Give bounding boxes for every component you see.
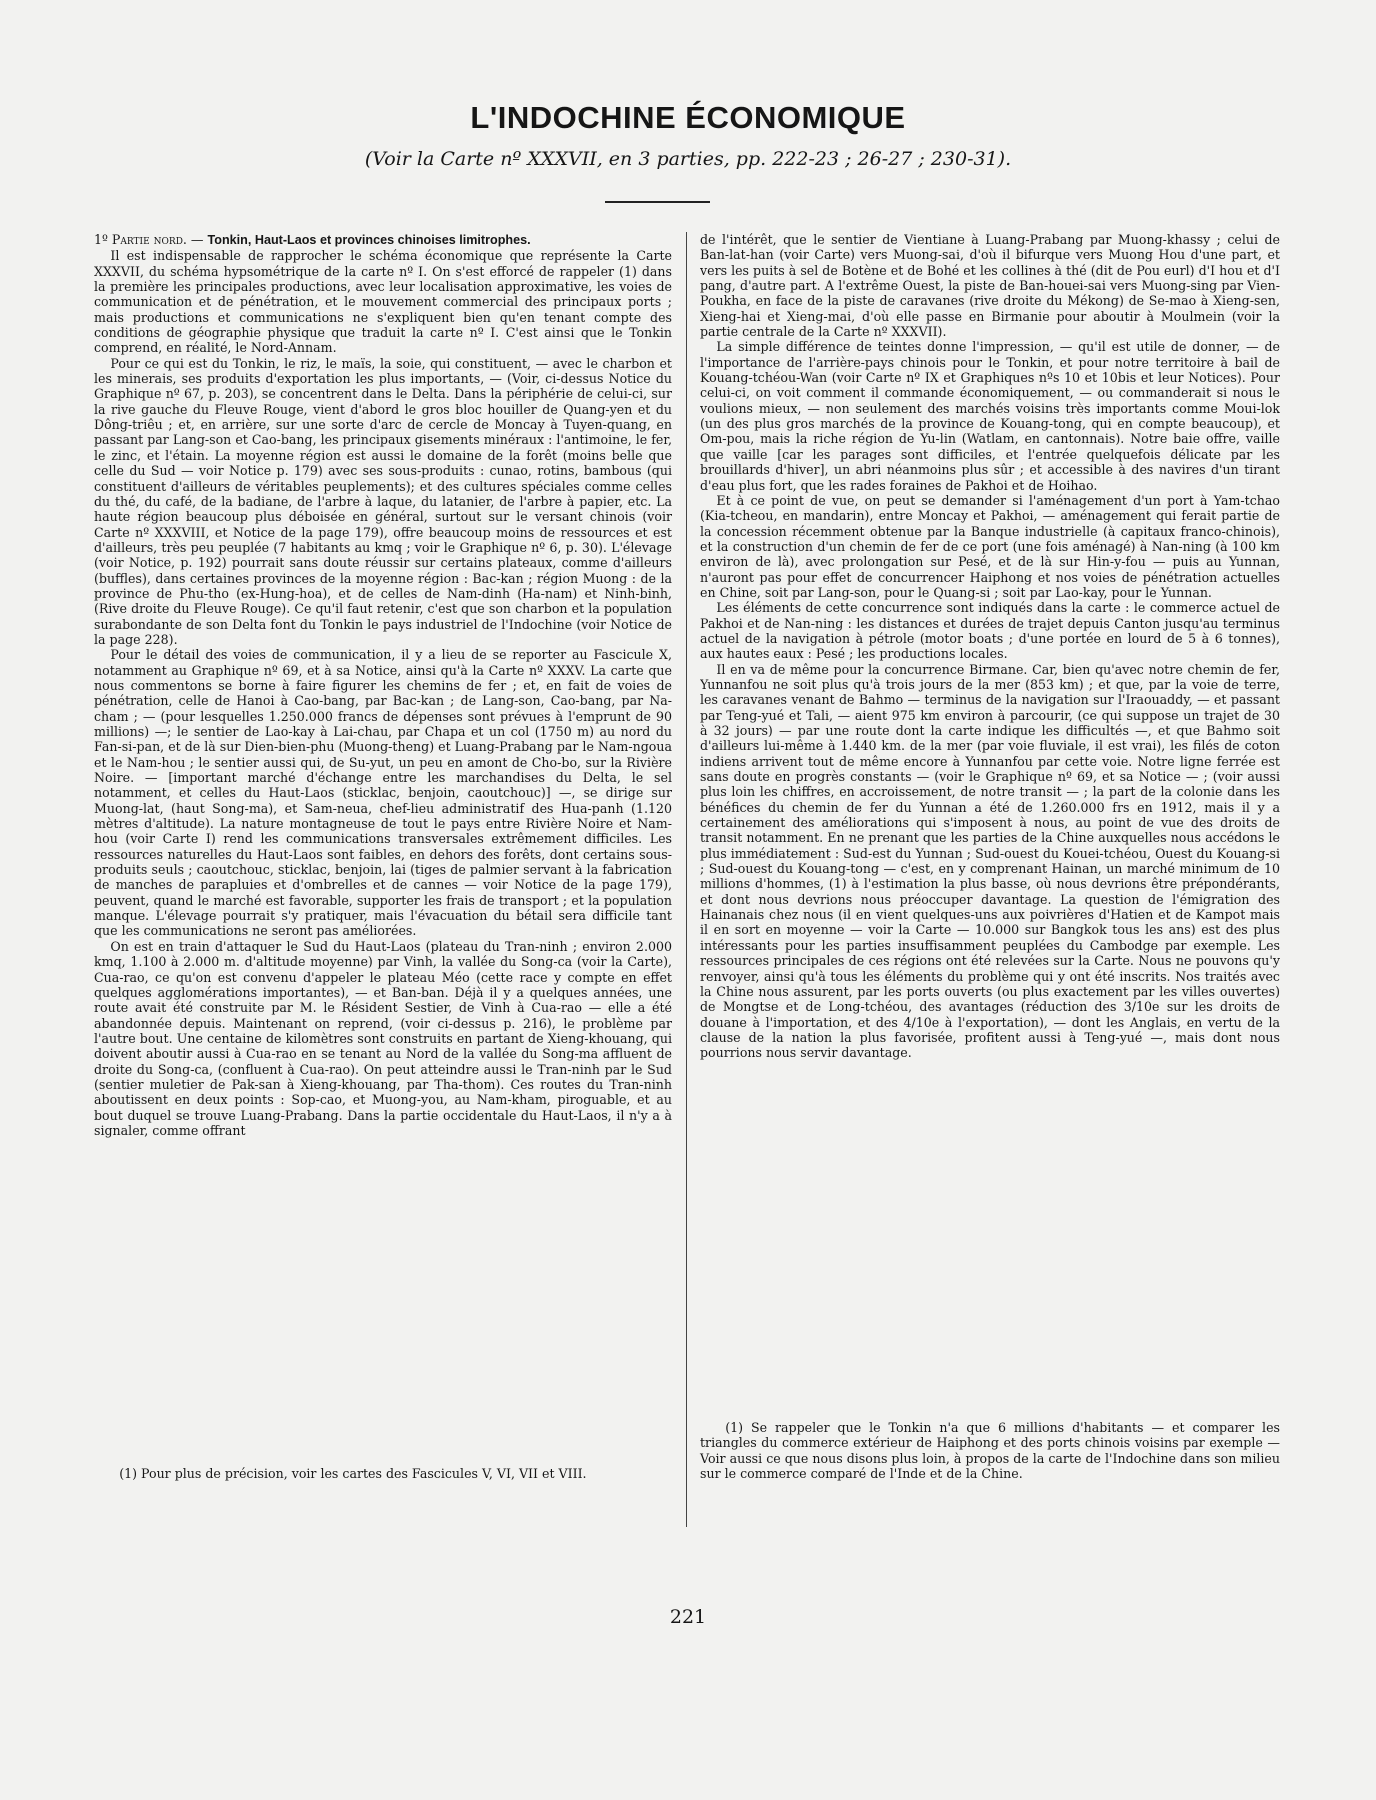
footnote-right: (1) Se rappeler que le Tonkin n'a que 6 millions d'habitants — et comparer les triangles du commerce extérieur de Haiphong et des ports chinois voisins par exemple — Voir aussi ce que nous disons plus loin, à propos de la carte de l'Indochine dans son milieu sur le commerce comparé de l'Inde et de la Chine.	[700, 1420, 1280, 1482]
paragraph: Et à ce point de vue, on peut se demander si l'aménagement d'un port à Yam-tchao (Kia-tcheou, en mandarin), entre Moncay et Pakhoi, — aménagement qui ferait partie de la concession récemment obtenue par la Banque industrielle (à capitaux franco-chinois), et la construction d'un chemin de fer de ce port (une fois aménagé) à Nan-ning (à 100 km environ de là), avec prolongation sur Pesé, et de là sur Hin-y-fou — puis au Yunnan, n'auront pas pour effet de concurrencer Haiphong et nos voies de pénétration actuelles en Chine, soit par Lang-son, pour le Quang-si ; soit par Lao-kay, pour le Yunnan.	[700, 492, 1280, 600]
section-heading-title: Tonkin, Haut-Laos et provinces chinoises limitrophes.	[207, 233, 531, 247]
paragraph: de l'intérêt, que le sentier de Vientiane à Luang-Prabang par Muong-khassy ; celui de Ban-lat-han (voir Carte) vers Muong-sai, d'où il bifurque vers Muong Hou d'une part, et vers les puits à sel de Botène et de Bohé et les collines à thé (dit de Pou eurl) d'I hou et d'I pang, d'autre part. A l'extrême Ouest, la piste de Ban-houei-sai vers Muong-sing par Vien-Poukha, en face de la piste de caravanes (rive droite du Mékong) de Se-mao à Xieng-sen, Xieng-hai et Xieng-mai, d'où elle passe en Birmanie pour aboutir à Moulmein (voir la partie centrale de la Carte nº XXXVII).	[700, 232, 1280, 340]
paragraph: Il en va de même pour la concurrence Birmane. Car, bien qu'avec notre chemin de fer, Yunnanfou ne soit plus qu'à trois jours de la mer (853 km) ; et que, par la voie de terre, les caravanes venant de Bahmo — terminus de la navigation sur l'Iraouaddy, — et passant par Teng-yué et Tali, — aient 975 km environ à parcourir, (ce qui suppose un trajet de 30 à 32 jours) — par une route dont la carte indique les difficultés —, et que Bahmo soit d'ailleurs lui-même à 1.440 km. de la mer (par voie fluviale, il est vrai), les filés de coton indiens arrivent tout de même encore à Yunnanfou par cette voie. Notre ligne ferrée est sans doute en progrès constants — (voir le Graphique nº 69, et sa Notice — ; (voir aussi plus loin les chiffres, en accroissement, de notre transit — ; la part de la colonie dans les bénéfices du chemin de fer du Yunnan a été de 1.260.000 frs en 1912, mais il y a certainement des améliorations qui s'imposent à nous, au point de vue des droits de transit notamment. En ne prenant que les parties de la Chine auxquelles nous accédons le plus immédiatement : Sud-est du Yunnan ; Sud-ouest du Kouei-tchéou, Ouest du Kouang-si ; Sud-ouest du Kouang-tong — c'est, en y comprenant Hainan, un marché minimum de 10 millions d'hommes, (1) à l'estimation la plus basse, où nous devrions être prépondérants, et dont nous devrions nous préoccuper davantage. La question de l'émigration des Hainanais chez nous (il en vient quelques-uns aux poivrières d'Hatien et de Kampot mais il en sort en moyenne — voir la Carte — 10.000 sur Bangkok tous les ans) est des plus intéressants pour les parties insuffisamment peuplées du Cambodge par exemple. Les ressources principales de ces régions ont été relevées sur la Carte. Nous ne pouvons qu'y renvoyer, ainsi qu'à tous les éléments du problème qui y ont été inscrits. Nos traités avec la Chine nous assurent, par les ports ouverts (ou plus exactement par les villes ouvertes) de Mongtse et de Long-tchéou, des avantages (réduction des 3/10e sur les droits de douane à l'importation, et des 4/10e à l'exportation), — dont les Anglais, en vertu de la clause de la nation la plus favorisée, profitent aussi à Teng-yué —, mais dont nous pourrions nous servir davantage.	[700, 661, 1280, 1061]
left-column	[94, 232, 672, 1492]
paragraph: Les éléments de cette concurrence sont indiqués dans la carte : le commerce actuel de Pakhoi et de Nan-ning : les distances et durées de trajet depuis Canton jusqu'au terminus actuel de la navigation à pétrole (motor boats ; d'une portée en lourd de 5 à 6 tonnes), aux hautes eaux : Pesé ; les productions locales.	[700, 600, 1280, 662]
right-column	[700, 232, 1280, 1532]
paragraph: Pour ce qui est du Tonkin, le riz, le maïs, la soie, qui constituent, — avec le charbon et les minerais, ses produits d'exportation les plus importants, — (Voir, ci-dessus Notice du Graphique nº 67, p. 203), se concentrent dans le Delta. Dans la périphérie de celui-ci, sur la rive gauche du Fleuve Rouge, vient d'abord le gros bloc houiller de Quang-yen et du Dông-triêu ; et, en arrière, sur une sorte d'arc de cercle de Moncay à Tuyen-quang, en passant par Lang-son et Cao-bang, les principaux gisements minéraux : l'antimoine, le fer, le zinc, et l'étain. La moyenne région est aussi le domaine de la forêt (moins belle que celle du Sud — voir Notice p. 179) avec ses sous-produits : cunao, rotins, bambous (qui constituent d'ailleurs de véritables peuplements); et des cultures spéciales comme celles du thé, du café, de la badiane, de l'arbre à laque, du latanier, de l'arbre à papier, etc. La haute région beaucoup plus déboisée en général, surtout sur le versant chinois (voir Carte nº XXXVIII, et Notice de la page 179), offre beaucoup moins de ressources et est d'ailleurs, très peu peuplée (7 habitants au kmq ; voir le Graphique nº 6, p. 30). L'élevage (voir Notice, p. 192) pourrait sans doute réussir sur certains plateaux, comme d'ailleurs (buffles), dans certaines provinces de la moyenne région : Bac-kan ; région Muong : de la province de Phu-tho (ex-Hung-hoa), et de celles de Nam-dinh (Ha-nam) et Ninh-binh, (Rive droite du Fleuve Rouge). Ce qu'il faut retenir, c'est que son charbon et la population surabondante de son Delta font du Tonkin le pays industriel de l'Indochine (voir Notice de la page 228).	[94, 355, 672, 647]
footnote-left: (1) Pour plus de précision, voir les cartes des Fascicules V, VI, VII et VIII.	[119, 1466, 587, 1481]
page-subtitle: (Voir la Carte nº XXXVII, en 3 parties, pp. 222-23 ; 26-27 ; 230-31).	[364, 148, 1012, 170]
paragraph: Il est indispensable de rapprocher le schéma économique que représente la Carte XXXVII, du schéma hypsométrique de la carte nº I. On s'est efforcé de rappeler (1) dans la première les principales productions, avec leur localisation approximative, les voies de communication et de pénétration, et le mouvement commercial des principaux ports ; mais productions et communications ne s'expliquent bien qu'en tenant compte des conditions de géographie physique que traduit la carte nº I. C'est ainsi que le Tonkin comprend, en réalité, le Nord-Annam.	[94, 248, 672, 356]
title-divider	[605, 201, 710, 203]
page-number: 221	[669, 1606, 707, 1628]
page-title: L'INDOCHINE ÉCONOMIQUE	[470, 100, 906, 135]
paragraph: La simple différence de teintes donne l'impression, — qu'il est utile de donner, — de l'importance de l'arrière-pays chinois pour le Tonkin, et pour notre territoire à bail de Kouang-tchéou-Wan (voir Carte nº IX et Graphiques nºs 10 et 10bis et leur Notices). Pour celui-ci, on voit comment il commande économiquement, — ou commanderait si nous le voulions mieux, — non seulement des marchés voisins très importants comme Moui-lok (un des plus gros marchés de la province de Kouang-tong, qui en compte beaucoup), et Om-pou, mais la riche région de Yu-lin (Watlam, en cantonnais). Notre baie offre, vaille que vaille [car les parages sont difficiles, et l'entrée quelquefois délicate par les brouillards d'hiver], un abri néanmoins plus sûr ; et accessible à des navires d'un tirant d'eau plus fort, que les rades foraines de Pakhoi et de Hoihao.	[700, 339, 1280, 493]
section-heading	[94, 232, 672, 248]
column-divider	[686, 232, 687, 1527]
paragraph: Pour le détail des voies de communication, il y a lieu de se reporter au Fascicule X, notamment au Graphique nº 69, et à sa Notice, ainsi qu'à la Carte nº XXXV. La carte que nous commentons se borne à faire figurer les chemins de fer ; et, en fait de voies de pénétration, celle de Hanoi à Cao-bang, par Bac-kan ; de Lang-son, Cao-bang, par Na-cham ; — (pour lesquelles 1.250.000 francs de dépenses sont prévues à l'emprunt de 90 millions) —; le sentier de Lao-kay à Lai-chau, par Chapa et un col (1750 m) au nord du Fan-si-pan, et de là sur Dien-bien-phu (Muong-theng) et Luang-Prabang par le Nam-ngoua et le Nam-hou ; le sentier aussi qui, de Su-yut, un peu en amont de Cho-bo, sur la Rivière Noire. — [important marché d'échange entre les marchandises du Delta, le sel notamment, et celles du Haut-Laos (sticklac, benjoin, caoutchouc)] —, se dirige sur Muong-lat, (haut Song-ma), et Sam-neua, chef-lieu administratif des Hua-panh (1.120 mètres d'altitude). La nature montagneuse de tout le pays entre Rivière Noire et Nam-hou (voir Carte I) rend les communications transversales extrêmement difficiles. Les ressources naturelles du Haut-Laos sont faibles, en dehors des forêts, dont certains sous-produits seuls ; caoutchouc, sticklac, benjoin, lai (tiges de palmier servant à la fabrication de manches de parapluies et d'ombrelles et de cannes — voir Notice de la page 179), peuvent, quand le marché est favorable, supporter les frais de transport ; et la population manque. L'élevage pourrait s'y pratiquer, mais l'évacuation du bétail sera difficile tant que les communications ne seront pas améliorées.	[94, 647, 672, 939]
section-heading-lead: 1º Partie nord. —	[94, 232, 204, 247]
paragraph: On est en train d'attaquer le Sud du Haut-Laos (plateau du Tran-ninh ; environ 2.000 kmq, 1.100 à 2.000 m. d'altitude moyenne) par Vinh, la vallée du Song-ca (voir la Carte), Cua-rao, ce qu'on est convenu d'appeler le plateau Méo (cette race y compte en effet quelques agglomérations importantes), — et Ban-ban. Déjà il y a quelques années, une route avait été construite par M. le Résident Sestier, de Vinh à Cua-rao — elle a été abandonnée depuis. Maintenant on reprend, (voir ci-dessus p. 216), le problème par l'autre bout. Une centaine de kilomètres sont construits en partant de Xieng-khouang, qui doivent aboutir aussi à Cua-rao en se tenant au Nord de la vallée du Song-ma affluent de droite du Song-ca, (confluent à Cua-rao). On peut atteindre aussi le Tran-ninh par le Sud (sentier muletier de Pak-san à Xieng-khouang, par Tha-thom). Ces routes du Tran-ninh aboutissent en deux points : Sop-cao, et Muong-you, au Nam-kham, piroguable, et au bout duquel se trouve Luang-Prabang. Dans la partie occidentale du Haut-Laos, il n'y a à signaler, comme offrant	[94, 938, 672, 1138]
